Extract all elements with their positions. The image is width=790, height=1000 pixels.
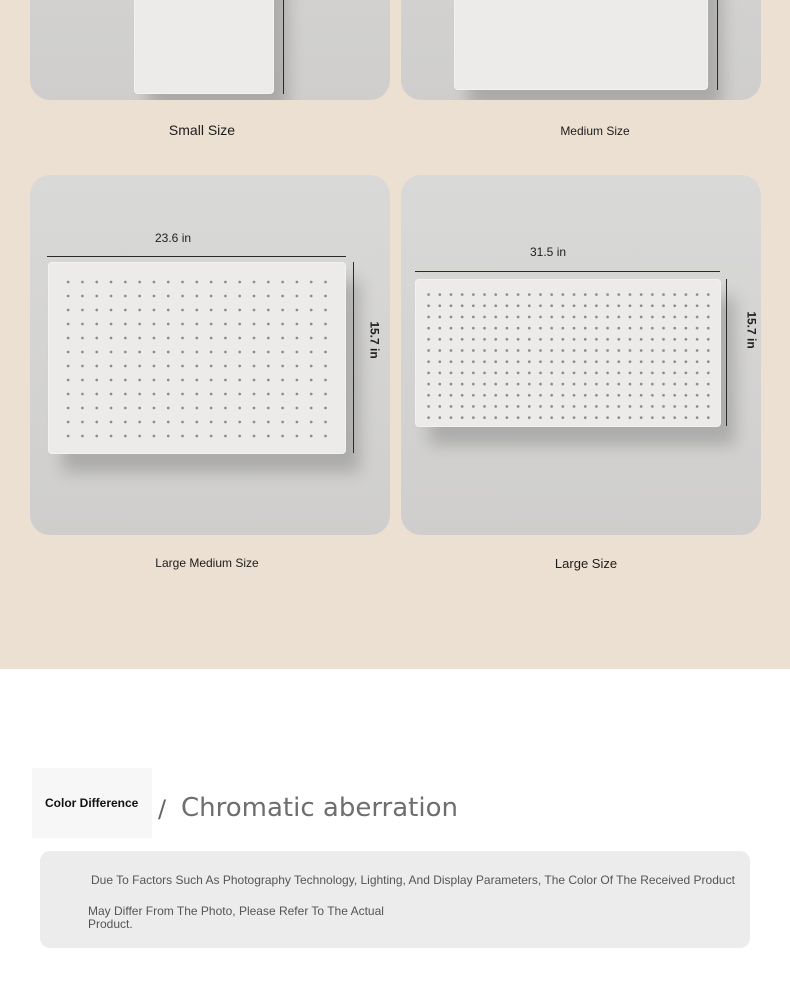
pegboard-large bbox=[415, 279, 721, 427]
height-dimension-label: 15.7 in bbox=[744, 311, 759, 349]
color-note-box bbox=[40, 851, 750, 948]
height-dimension-line bbox=[726, 279, 727, 426]
width-dimension-label: 31.5 in bbox=[530, 245, 567, 259]
large-size-image bbox=[401, 175, 761, 535]
width-dimension-line bbox=[47, 256, 346, 257]
pegboard-holes bbox=[423, 289, 715, 421]
height-dimension-line bbox=[353, 262, 354, 453]
large-medium-size-image bbox=[30, 175, 390, 535]
color-difference-tag: Color Difference bbox=[45, 796, 139, 810]
pegboard-small bbox=[134, 0, 274, 94]
color-note-line-2: May Differ From The Photo, Please Refer To The Actual Product. bbox=[88, 904, 384, 931]
large-size-caption: Large Size bbox=[554, 556, 618, 571]
medium-size-image bbox=[401, 0, 761, 100]
pegboard-medium bbox=[454, 0, 708, 90]
color-note-line-1: Due To Factors Such As Photography Technology, Lighting, And Display Parameters, The Color Of The Received Product bbox=[91, 873, 735, 887]
large-medium-size-caption: Large Medium Size bbox=[155, 556, 259, 570]
medium-size-caption: Medium Size bbox=[560, 124, 630, 138]
small-size-caption: Small Size bbox=[168, 122, 236, 138]
width-dimension-label: 23.6 in bbox=[155, 231, 192, 245]
height-dimension-line bbox=[717, 0, 718, 90]
width-dimension-line bbox=[415, 271, 720, 272]
small-size-image bbox=[30, 0, 390, 100]
pegboard-holes bbox=[61, 275, 333, 443]
title-separator: / bbox=[158, 795, 167, 823]
height-dimension-line bbox=[283, 0, 284, 94]
pegboard-large-medium bbox=[48, 262, 346, 454]
section-title: Chromatic aberration bbox=[181, 793, 458, 823]
height-dimension-label: 15.7 in bbox=[367, 321, 382, 359]
